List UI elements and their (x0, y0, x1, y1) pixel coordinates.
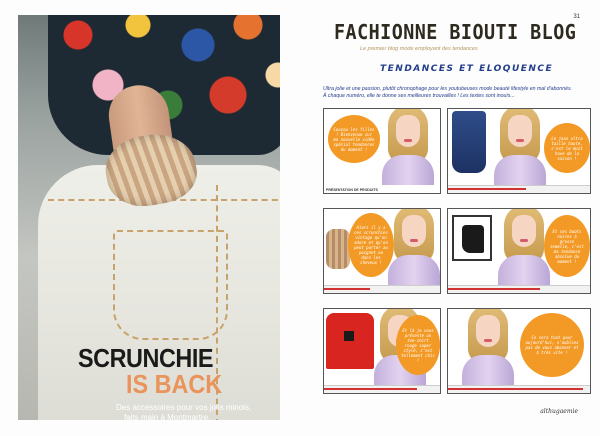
headline-scrunchie: SCRUNCHIE (78, 343, 214, 373)
section-title: TENDANCES ET ELOQUENCE (380, 64, 554, 74)
blog-title: FACHIONNE BIOUTI BLOG (334, 20, 577, 44)
right-page (300, 0, 600, 436)
strip-caption: PRÉSENTATION DE PRODUITS (326, 188, 378, 192)
speech-bubble: Coucou les filles ! Bienvenue sur ma nouvelle vidéo spécial tendances du moment ! (328, 115, 380, 163)
left-page-photo (18, 15, 280, 420)
speech-bubble: Et ces boots noires à grosse semelle, c'est ma tendance absolue du moment ! (544, 215, 590, 277)
vlogger-figure (494, 108, 546, 185)
tshirt-logo-icon (344, 331, 354, 341)
comic-panel-1 (323, 108, 441, 194)
comic-strip-1 (323, 108, 591, 200)
comic-panel-3 (323, 208, 441, 294)
vlogger-figure (462, 308, 514, 385)
speech-bubble: Alors il y a ces scrunchies vintage qu'on adore et qu'on peut porter au poignet ou dans les cheveux ! (348, 213, 394, 277)
jeans-pocket (113, 230, 228, 340)
left-caption (78, 345, 268, 420)
boot-icon (462, 225, 484, 253)
red-tshirt-prop (326, 313, 374, 369)
vlogger-figure (498, 208, 550, 285)
subtitle-line-1: Des accessoires pour vos jolis minois, (116, 403, 252, 412)
boots-frame (452, 215, 492, 261)
subtitle-line-2: faits main à Montmartre. (124, 413, 211, 420)
comic-strip-3 (323, 308, 591, 400)
page-number: 31 (573, 14, 580, 20)
jeans-prop (452, 111, 486, 173)
vlogger-figure (388, 208, 440, 285)
intro-text (323, 86, 593, 100)
speech-bubble: Le jean ultra taille haute, c'est le must have de la saison ! (544, 123, 590, 173)
comic-panel-2 (447, 108, 591, 194)
headline-is-back: IS BACK (126, 369, 223, 399)
comic-strip-2 (323, 208, 591, 300)
speech-bubble: Et là je vous présente un tee-shirt rouge super stylé, c'est tellement chic ! (396, 315, 440, 375)
intro-line-2: À chaque numéro, elle te donne ses meilleures trouvailles ! Les textes sont inouïs... (323, 93, 515, 100)
intro-line-1: Ultra jolie et une passion, plutôt chronophage pour les youtubeuses mode beauté lifestyle en mal d'abonnés. (323, 86, 572, 92)
vlogger-figure (382, 108, 434, 185)
blog-tagline: Le premier blog mode employant des tendances (360, 46, 478, 52)
speech-bubble: Ce sera tout pour aujourd'hui, n'oubliez pas de vous abonner et à très vite ! (520, 313, 584, 377)
artist-signature: althugaemie (540, 408, 578, 415)
comic-panel-4 (447, 208, 591, 294)
scrunchie-prop (326, 229, 350, 269)
comic-panel-6 (447, 308, 591, 394)
left-subtitle (116, 403, 268, 420)
comic-panel-5 (323, 308, 441, 394)
